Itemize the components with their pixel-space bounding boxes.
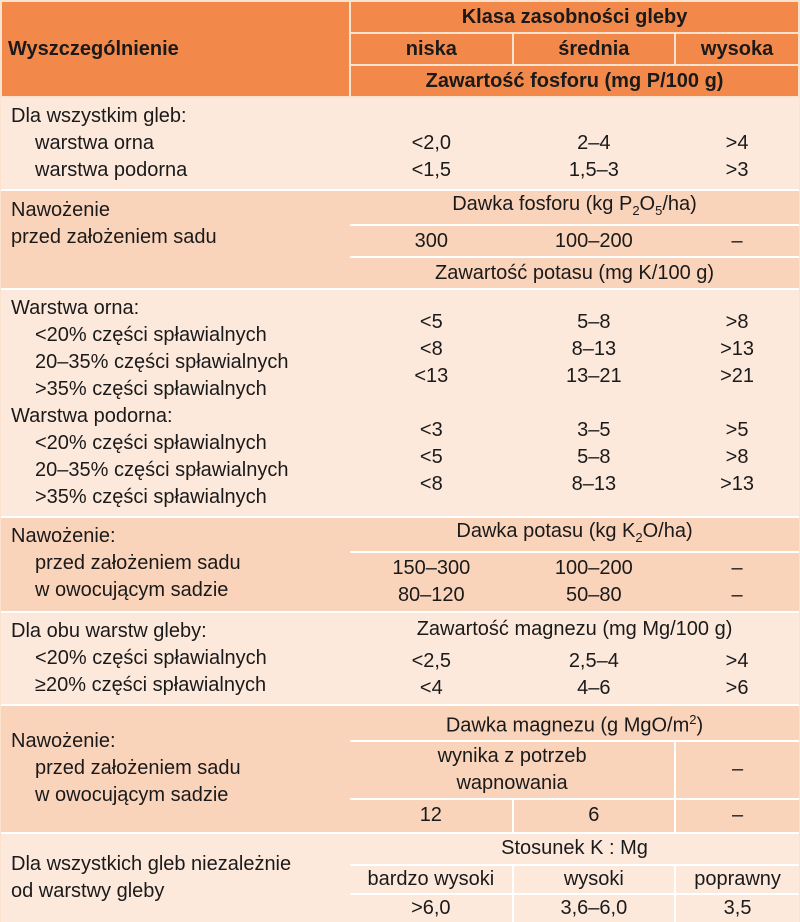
ratio-col2: wysoki — [513, 865, 676, 894]
mg-dose-low: 12 — [350, 799, 513, 833]
ratio-col1: bardzo wysoki — [350, 865, 513, 894]
phosphorus-low: <2,0 <1,5 — [350, 97, 513, 190]
ratio-col3: poprawny — [675, 865, 799, 894]
phosphorus-medium: 2–4 1,5–3 — [513, 97, 676, 190]
potassium-medium: 5–8 8–13 13–21 3–5 5–8 8–13 — [513, 289, 676, 517]
p-dose-medium: 100–200 — [513, 225, 676, 257]
magnesium-labels: Dla obu warstw gleby: <20% części spławialnych ≥20% części spławialnych — [1, 612, 350, 705]
potassium-high: >8 >13 >21 >5 >8 >13 — [675, 289, 799, 517]
magnesium-title: Zawartość magnezu (mg Mg/100 g) — [350, 612, 799, 645]
mg-dose-high: – — [675, 799, 799, 833]
header-high: wysoka — [675, 33, 799, 65]
magnesium-high: >4 >6 — [675, 645, 799, 705]
mg-dose-liming-high: – — [675, 741, 799, 799]
header-phosphorus-content: Zawartość fosforu (mg P/100 g) — [350, 65, 799, 97]
ratio-val2: 3,6–6,0 — [513, 894, 676, 922]
k-dose-medium: 100–200 50–80 — [513, 552, 676, 612]
potassium-low: <5 <8 <13 <3 <5 <8 — [350, 289, 513, 517]
mg-dose-medium: 6 — [513, 799, 676, 833]
phosphorus-row-label: warstwa orna — [35, 132, 154, 154]
ratio-val1: >6,0 — [350, 894, 513, 922]
header-low: niska — [350, 33, 513, 65]
p-dose-label: Nawożenie przed założeniem sadu — [1, 190, 350, 257]
phosphorus-high: >4 >3 — [675, 97, 799, 190]
magnesium-low: <2,5 <4 — [350, 645, 513, 705]
header-class-title: Klasa zasobności gleby — [350, 1, 799, 33]
phosphorus-labels — [1, 97, 350, 190]
potassium-labels: Warstwa orna: <20% części spławialnych 20–35% części spławialnych >35% części spławialnych Warstwa podorna: <20% części spławialnych 20–35% części spławialnych >35% części spławialnych — [1, 289, 350, 517]
phosphorus-group-label: Dla wszystkim gleb: — [11, 105, 187, 127]
ratio-label: Dla wszystkich gleb niezależnie od warstwy gleby — [1, 833, 350, 922]
k-dose-labels: Nawożenie: przed założeniem sadu w owocującym sadzie — [1, 517, 350, 612]
mg-dose-liming: wynika z potrzeb wapnowania — [350, 741, 675, 799]
header-medium: średnia — [513, 33, 676, 65]
k-dose-low: 150–300 80–120 — [350, 552, 513, 612]
potassium-title: Zawartość potasu (mg K/100 g) — [350, 257, 799, 289]
mg-dose-labels: Nawożenie: przed założeniem sadu w owocującym sadzie — [1, 705, 350, 833]
phosphorus-row-label: warstwa podorna — [35, 159, 188, 181]
header-row-label: Wyszczególnienie — [1, 1, 350, 97]
mg-dose-title: Dawka magnezu (g MgO/$m^2$) — [350, 705, 799, 741]
ratio-title: Stosunek K : Mg — [350, 833, 799, 865]
k-dose-title: Dawka potasu (kg $K_2O/ha$) — [350, 517, 799, 552]
magnesium-medium: 2,5–4 4–6 — [513, 645, 676, 705]
p-dose-high: – — [675, 225, 799, 257]
p-dose-title: Dawka fosforu (kg $P_2O_5/ha$) — [350, 190, 799, 225]
ratio-val3: 3,5 — [675, 894, 799, 922]
k-dose-high: – – — [675, 552, 799, 612]
p-dose-low: 300 — [350, 225, 513, 257]
